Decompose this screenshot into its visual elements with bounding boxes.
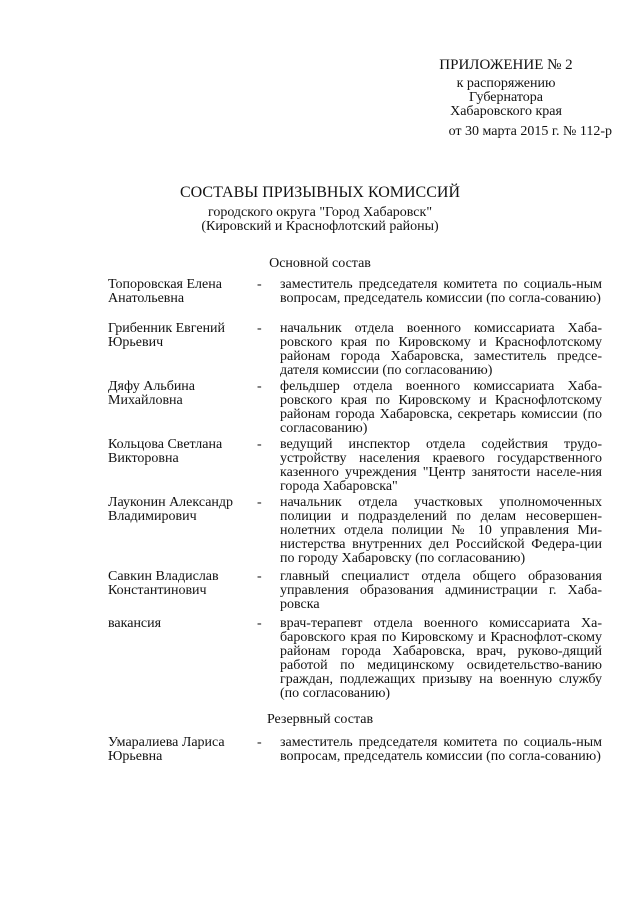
appendix-line-2: Губернатора [468,90,544,105]
member-name: Савкин Владислав Константинович [108,569,219,598]
member-name: Умаралиева Лариса Юрьевна [108,735,225,764]
member-dash: - [257,616,262,631]
member-description: заместитель председателя комитета по социаль-ным вопросам, председатель комиссии (по согла-сованию) [280,735,602,764]
member-dash: - [257,379,262,394]
member-description: начальник отдела военного комиссариата Хаба-ровского края по Кировскому и Краснофлотскому районам города Хабаровска, заместитель предсе-дателя комиссии (по согласованию) [280,321,602,378]
member-name: Кольцова Светлана Викторовна [108,437,223,466]
main-section-heading: Основной состав [269,256,371,271]
member-description: начальник отдела участковых уполномоченных полиции и подразделений по делам несовершен-нолетних отдела полиции № 10 управления Ми-нистерства внутренних дел Российской Федера-ции по городу Хабаровску (по согласованию) [280,495,602,566]
member-name: Лауконин Александр Владимирович [108,495,234,524]
member-description: ведущий инспектор отдела содействия трудо-устройству населения краевого государственного казенного учреждения "Центр занятости населе-ния города Хабаровска" [280,437,602,494]
member-description: врач-терапевт отдела военного комиссариата Ха-баровского края по Кировскому и Краснофлот-скому районам города Хабаровска, врач, руково-дящий работой по медицинскому освидетельство-ванию граждан, подлежащих призыву на военную службу (по согласованию) [280,616,602,701]
member-name: Дяфу Альбина Михайловна [108,379,196,408]
appendix-line-3: Хабаровского края [450,104,562,119]
member-dash: - [257,569,262,584]
member-dash: - [257,277,262,292]
member-name: вакансия [108,616,162,631]
member-description: главный специалист отдела общего образования управления образования администрации г. Хаба-ровска [280,569,602,612]
subtitle-line-2: (Кировский и Краснофлотский районы) [201,219,439,234]
document-title: СОСТАВЫ ПРИЗЫВНЫХ КОМИССИЙ [179,184,461,201]
appendix-line-1: к распоряжению [456,76,556,91]
reserve-section-heading: Резервный состав [266,712,374,727]
member-dash: - [257,437,262,452]
member-dash: - [257,495,262,510]
document-subtitle [0,206,640,234]
member-name: Топоровская Елена Анатольевна [108,277,222,306]
member-dash: - [257,321,262,336]
member-description: заместитель председателя комитета по социаль-ным вопросам, председатель комиссии (по согла-сованию) [280,277,602,306]
appendix-title: ПРИЛОЖЕНИЕ № 2 [439,57,573,73]
member-description: фельдшер отдела военного комиссариата Хаба-ровского края по Кировскому и Краснофлотскому районам города Хабаровска, секретарь комиссии (по согласованию) [280,379,602,436]
appendix-block [400,57,612,139]
appendix-date: от 30 марта 2015 г. № 112-р [448,124,612,139]
member-name: Грибенник Евгений Юрьевич [108,321,226,350]
member-dash: - [257,735,262,750]
subtitle-line-1: городского округа "Город Хабаровск" [207,205,433,220]
